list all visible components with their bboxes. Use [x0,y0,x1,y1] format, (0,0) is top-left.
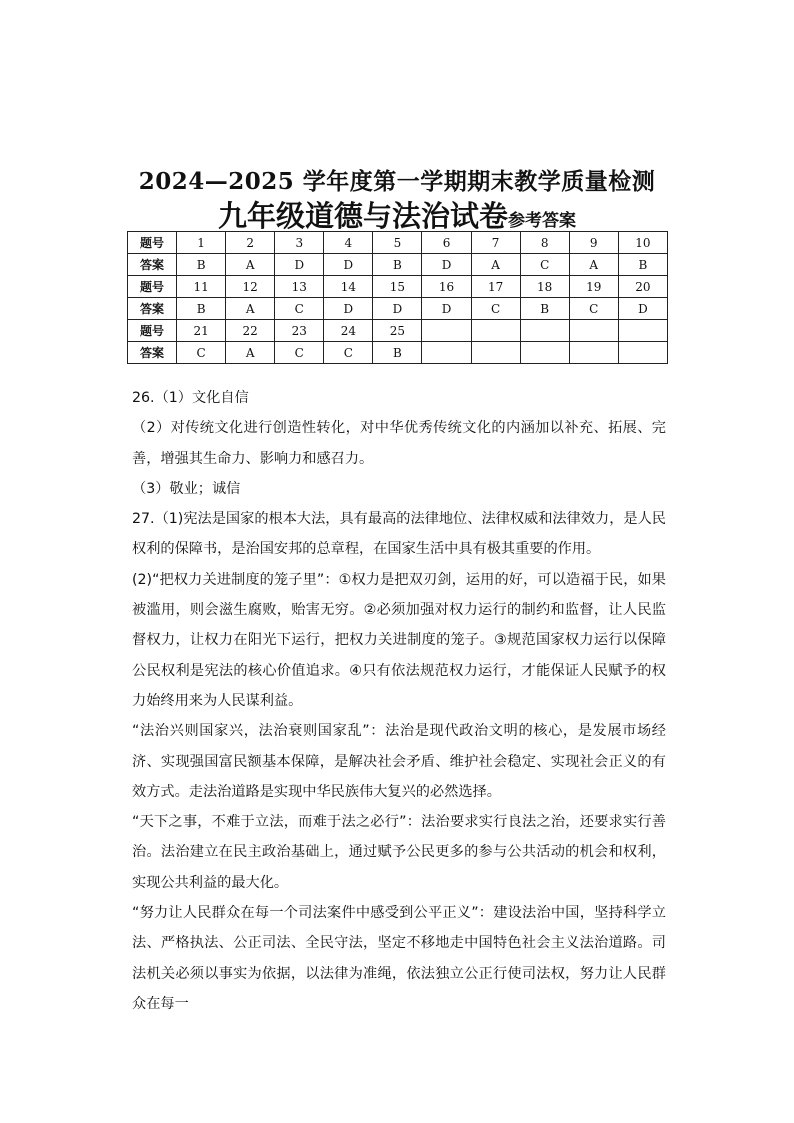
table-cell: 6 [422,232,471,254]
table-cell: D [324,298,373,320]
row-label: 题号 [128,232,177,254]
table-cell: A [226,342,275,364]
table-cell: B [373,254,422,276]
table-cell: C [569,298,618,320]
table-cell: 21 [177,320,226,342]
answer-26-2: （2）对传统文化进行创造性转化，对中华优秀传统文化的内涵加以补充、拓展、完善，增强其生命力、影响力和感召力。 [132,420,666,467]
table-cell: C [324,342,373,364]
row-label: 答案 [128,342,177,364]
table-cell: A [226,298,275,320]
exam-title: 2024—2025 学年度第一学期期末教学质量检测 [138,168,656,195]
table-cell: 9 [569,232,618,254]
table-cell: 3 [275,232,324,254]
table-cell: D [422,298,471,320]
answer-table-row [128,232,668,254]
table-cell: C [275,298,324,320]
table-cell: 19 [569,276,618,298]
answer-table-row [128,342,668,364]
answer-table-row [128,254,668,276]
table-cell: A [471,254,520,276]
answer-27-2-rule-of-law: “法治兴则国家兴，法治衰则国家乱”：法治是现代政治文明的核心，是发展市场经济、实现强国富民额基本保障，是解决社会矛盾、维护社会稳定、实现社会正义的有效方式。走法治道路是实现中华民族伟大复兴的必然选择。 [132,723,666,800]
row-label: 题号 [128,320,177,342]
table-cell: 13 [275,276,324,298]
row-label: 答案 [128,298,177,320]
table-cell: D [373,298,422,320]
table-cell: B [618,254,667,276]
answer-table [127,231,668,364]
table-cell: D [618,298,667,320]
exam-subject-title [0,194,794,235]
table-cell: D [275,254,324,276]
answer-27-2-justice: “努力让人民群众在每一个司法案件中感受到公平正义”：建设法治中国，坚持科学立法、严格执法、公正司法、全民守法，坚定不移地走中国特色社会主义法治道路。司法机关必须以事实为依据，以法律为准绳，依法独立公正行使司法权，努力让人民群众在每一 [132,905,666,1012]
table-cell: B [177,254,226,276]
table-cell [618,342,667,364]
row-label: 答案 [128,254,177,276]
answer-27-1: 27.（1)宪法是国家的根本大法，具有最高的法律地位、法律权威和法律效力，是人民权利的保障书，是治国安邦的总章程，在国家生活中具有极其重要的作用。 [132,511,666,558]
answer-table-row [128,320,668,342]
answer-26-3: （3）敬业；诚信 [132,480,241,497]
table-cell: C [471,298,520,320]
table-cell: 15 [373,276,422,298]
table-cell: 7 [471,232,520,254]
table-cell [422,320,471,342]
table-cell: 4 [324,232,373,254]
table-cell: 12 [226,276,275,298]
table-cell: D [422,254,471,276]
table-cell: C [520,254,569,276]
table-cell: 22 [226,320,275,342]
row-label: 题号 [128,276,177,298]
answer-content [132,383,666,1019]
table-cell: 1 [177,232,226,254]
table-cell [569,342,618,364]
answer-26-1: 26.（1）文化自信 [132,390,249,406]
table-cell: 25 [373,320,422,342]
table-cell: B [520,298,569,320]
table-cell: C [177,342,226,364]
table-cell [422,342,471,364]
table-cell: 11 [177,276,226,298]
table-cell: A [226,254,275,276]
table-cell: 23 [275,320,324,342]
answer-table-row [128,298,668,320]
table-cell [471,320,520,342]
answer-27-2-enforcement: “天下之事，不难于立法，而难于法之必行”：法治要求实行良法之治，还要求实行善治。法治建立在民主政治基础上，通过赋予公民更多的参与公共活动的机会和权利，实现公共利益的最大化。 [132,814,666,891]
table-cell: 14 [324,276,373,298]
table-cell [520,320,569,342]
table-cell: C [275,342,324,364]
table-cell: 18 [520,276,569,298]
table-cell: 2 [226,232,275,254]
table-cell [569,320,618,342]
table-cell: 17 [471,276,520,298]
table-cell [520,342,569,364]
table-cell: 8 [520,232,569,254]
table-cell: D [324,254,373,276]
answer-27-2-power: (2)“把权力关进制度的笼子里”：①权力是把双刃剑，运用的好，可以造福于民，如果被滥用，则会滋生腐败，贻害无穷。②必须加强对权力运行的制约和监督，让人民监督权力，让权力在阳光下运行，把权力关进制度的笼子。③规范国家权力运行以保障公民权利是宪法的核心价值追求。④只有依法规范权力运行，才能保证人民赋予的权力始终用来为人民谋利益。 [132,571,666,709]
table-cell: A [569,254,618,276]
answer-key-label: 参考答案 [508,211,576,231]
table-cell: 24 [324,320,373,342]
table-cell: 16 [422,276,471,298]
table-cell: 20 [618,276,667,298]
table-cell [618,320,667,342]
table-cell [471,342,520,364]
table-cell: 5 [373,232,422,254]
table-cell: 10 [618,232,667,254]
answer-table-row [128,276,668,298]
subject-title: 九年级道德与法治试卷 [217,199,508,233]
table-cell: B [373,342,422,364]
table-cell: B [177,298,226,320]
